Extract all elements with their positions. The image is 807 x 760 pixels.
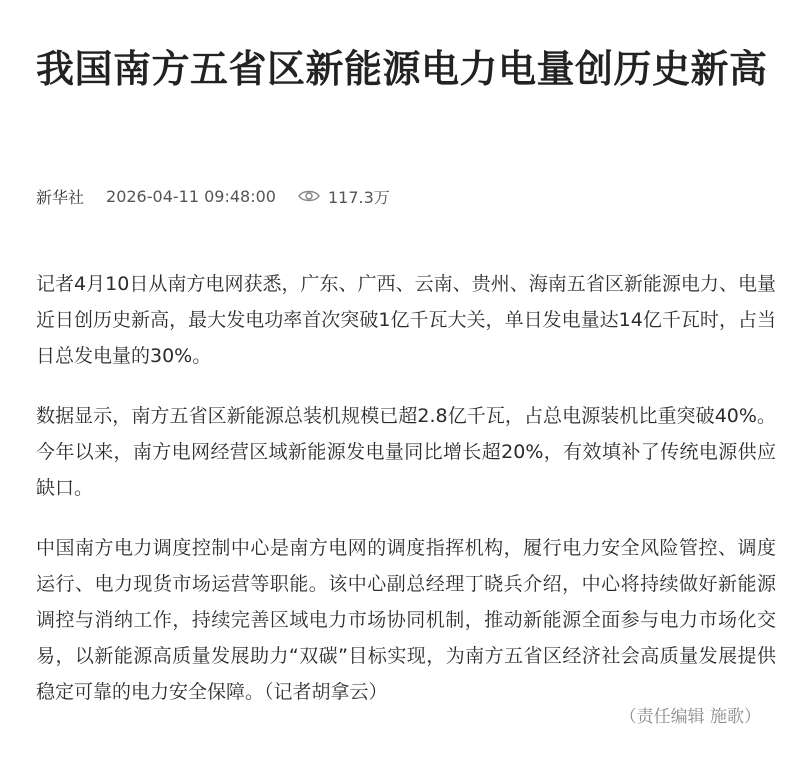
- publish-time: 2026-04-11 09:48:00: [106, 186, 276, 206]
- article-title: 我国南方五省区新能源电力电量创历史新高: [36, 47, 768, 91]
- eye-icon: [298, 189, 320, 203]
- view-count: [298, 185, 390, 208]
- paragraph: 数据显示，南方五省区新能源总装机规模已超2.8亿千瓦，占总电源装机比重突破40%。今年以来，南方电网经营区域新能源发电量同比增长超20%，有效填补了传统电源供应缺口。: [36, 405, 776, 499]
- article-body: [36, 266, 776, 734]
- article-source[interactable]: 新华社: [36, 187, 85, 207]
- responsible-editor: （责任编辑 施歌）: [619, 707, 761, 727]
- article-meta: [36, 182, 390, 210]
- paragraph: 中国南方电力调度控制中心是南方电网的调度指挥机构，履行电力安全风险管控、调度运行、电力现货市场运营等职能。该中心副总经理丁晓兵介绍，中心将持续做好新能源调控与消纳工作，持续完善区域电力市场协同机制，推动新能源全面参与电力市场化交易，以新能源高质量发展助力“双碳”目标实现，为南方五省区经济社会高质量发展提供稳定可靠的电力安全保障。（记者胡拿云）: [36, 537, 776, 703]
- view-count-value: 117.3万: [327, 187, 390, 207]
- paragraph: 记者4月10日从南方电网获悉，广东、广西、云南、贵州、海南五省区新能源电力、电量近日创历史新高，最大发电功率首次突破1亿千瓦大关，单日发电量达14亿千瓦时，占当日总发电量的30%。: [36, 273, 776, 367]
